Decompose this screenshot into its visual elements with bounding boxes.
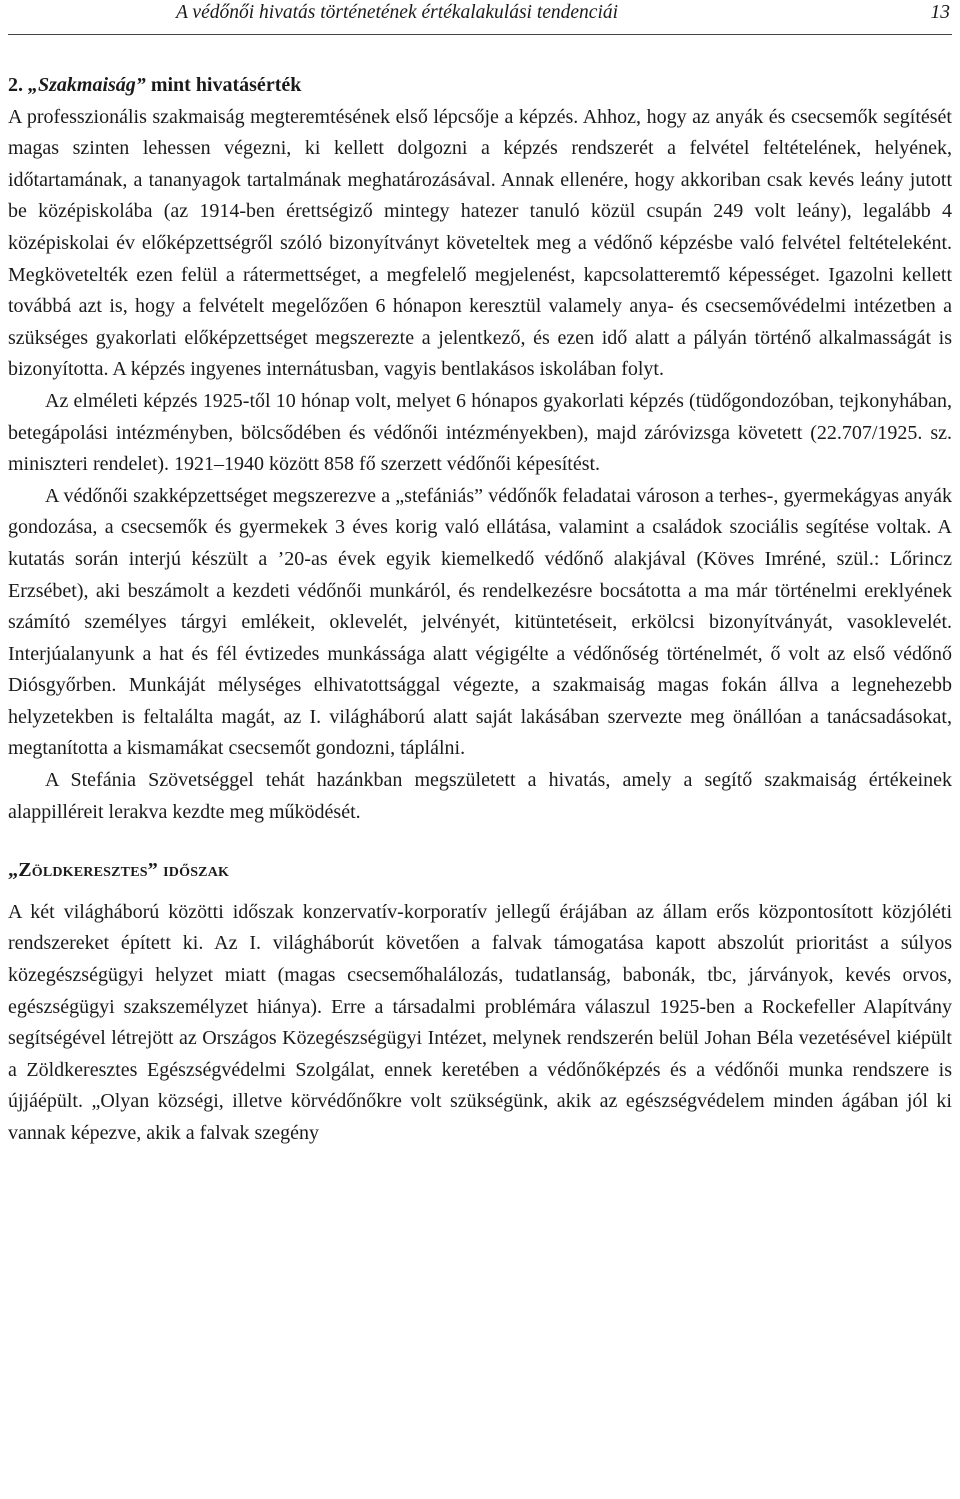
paragraph: A Stefánia Szövetséggel tehát hazánkban megszületett a hivatás, amely a segítő szakmaiság értékeinek alappilléreit lerakva kezdte meg működését. bbox=[8, 769, 952, 823]
page-number: 13 bbox=[930, 2, 950, 23]
paragraph: A professzionális szakmaiság megteremtésének első lépcsője a képzés. Ahhoz, hogy az anyák és csecsemők segítését magas szinten lehessen végezni, ki kellett dolgozni a képzés rendszerét a felvétel feltételének, helyének, időtartamának, a tananyagok tartalmának meghatározásával. Annak ellenére, hogy akkoriban csak kevés leány jutott be középiskolába (az 1914-ben érettségiző mintegy hatezer tanuló közül csupán 249 volt leány), legalább 4 középiskolai év előképzettségről szóló bizonyítványt követeltek meg a védőnő képzésbe való felvétel feltételeként. Megkövetelték ezen felül a rátermettséget, a megfelelő megjelenést, kapcsolatteremtő képességet. Igazolni kellett továbbá azt is, hogy a felvételt megelőzően 6 hónapon keresztül valamely anya- és csecsemővédelmi intézetben a szükséges gyakorlati előképzettséget megszerezte a jelentkező, és ezen idő alatt a pályán történő alkalmasságát is bizonyította. A képzés ingyenes internátusban, vagyis bentlakásos iskolában folyt. bbox=[8, 105, 952, 381]
running-title: A védőnői hivatás történetének értékalakulási tendenciái bbox=[176, 2, 619, 23]
paragraph: A két világháború közötti időszak konzervatív-korporatív jellegű érájában az állam erős központosított közjóléti rendszereket épített ki. Az I. világháborút követően a falvak támogatása kapott abszolút prioritást a súlyos közegészségügyi helyzet miatt (magas csecsemőhalálozás, tudatlanság, babonák, tbc, járványok, kevés orvos, egészségügyi szakszemélyzet hiánya). Erre a társadalmi problémára válaszul 1925-ben a Rockefeller Alapítvány segítségével létrejött az Országos Közegészségügyi Intézet, melynek rendszerén belül Johan Béla vezetésével kiépült a Zöldkeresztes Egészségvédelmi Szolgálat, ennek keretében a védőnőképzés és a védőnői munka rendszere is újjáépült. „Olyan községi, illetve körvédőnőkre volt szükségünk, akik az egészségvédelem minden ágában jól ki vannak képezve, akik a falvak szegény bbox=[8, 900, 952, 1144]
running-header bbox=[8, 0, 952, 35]
body-text bbox=[8, 70, 952, 1150]
section-heading bbox=[8, 70, 952, 102]
paragraph: A védőnői szakképzettséget megszerezve a „stefániás” védőnők feladatai városon a terhes-, gyermekágyas anyák gondozása, a csecsemők és gyermekek 3 éves korig való ellátása, valamint a családok szociális segítése voltak. A kutatás során interjú készült a ’20-as évek egyik kiemelkedő védőnő alakjával (Köves Imréné, szül.: Lőrincz Erzsébet), aki beszámolt a kezdeti védőnői munkáról, és rendelkezésre bocsátotta a ma már történelmi ereklyének számító személyes tárgyi emlékeit, oklevelét, jelvényét, kitüntetéseit, erkölcsi bizonyítványát, vasoklevelét. Interjúalanyunk a hat és fél évtizedes munkássága alatt végigélte a védőnőség történelmét, ő volt az első védőnő Diósgyőrben. Munkáját mélységes elhivatottsággal végezte, a szakmaiság magas fokán állva a legnehezebb helyzetekben is feltalálta magát, az I. világháború alatt saját lakásában szervezte meg önállóan a tanácsadásokat, megtanította a kismamákat csecsemőt gondozni, táplálni. bbox=[8, 484, 952, 760]
section-number: 2. bbox=[8, 74, 23, 96]
section-title-rest: mint hivatásérték bbox=[145, 74, 302, 96]
subsection-heading: „Zöldkeresztes” időszak bbox=[8, 859, 230, 882]
section-title-quoted: „Szakmaiság” bbox=[28, 74, 146, 96]
paragraph: Az elméleti képzés 1925-től 10 hónap volt, melyet 6 hónapos gyakorlati képzés (tüdőgondozóban, tejkonyhában, betegápolási intézményben, bölcsődében és védőnői intézményekben), majd záróvizsga követett (22.707/1925. sz. miniszteri rendelet). 1921‒1940 között 858 fő szerzett védőnői képesítést. bbox=[8, 389, 952, 476]
